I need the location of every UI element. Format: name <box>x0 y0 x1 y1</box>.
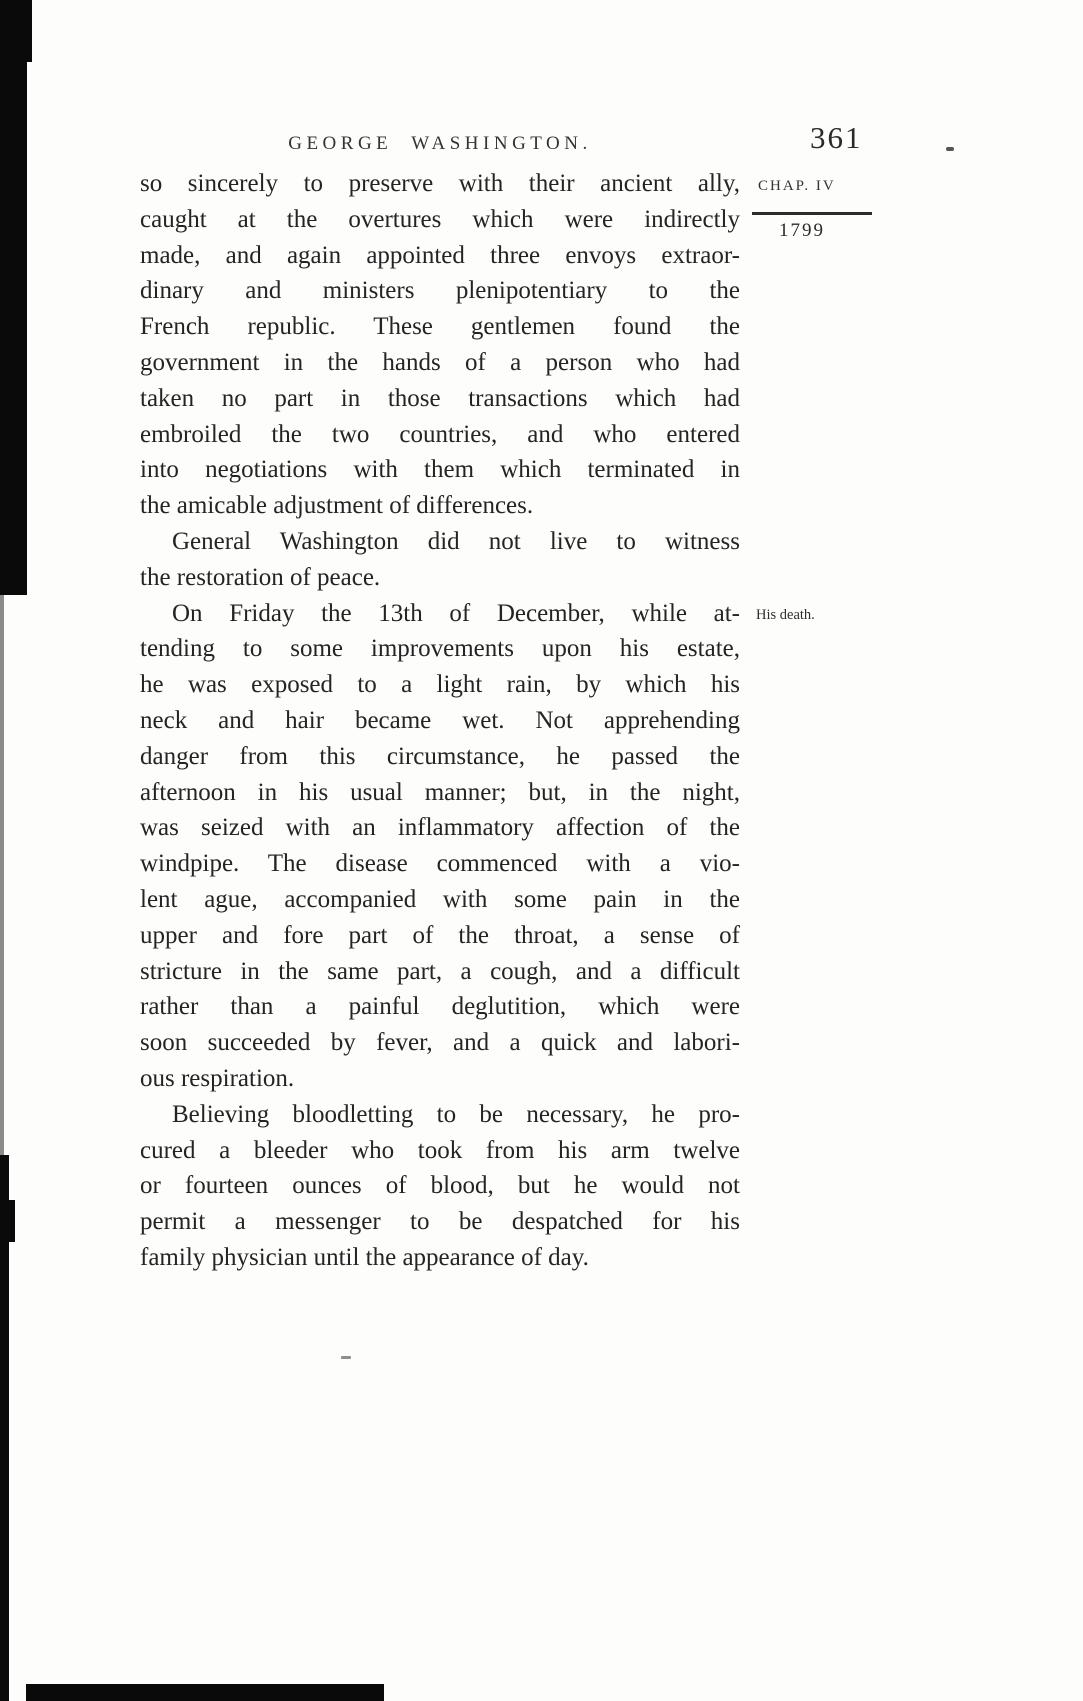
ink-speck <box>341 1356 351 1359</box>
text-line: so sincerely to preserve with their ancient ally, <box>140 170 740 197</box>
text-line: dinary and ministers plenipotentiary to the <box>140 277 740 305</box>
margin-note-death: His death. <box>756 607 815 623</box>
text-line: was seized with an inflammatory affection of the <box>140 814 740 842</box>
text-line: lent ague, accompanied with some pain in the <box>140 885 740 913</box>
text-line: or fourteen ounces of blood, but he would not <box>140 1172 740 1200</box>
text-line: the amicable adjustment of differences. <box>140 492 534 520</box>
ink-speck <box>946 147 954 151</box>
text-line: neck and hair became wet. Not apprehending <box>140 706 740 734</box>
scan-ink-bar <box>26 1684 384 1701</box>
text-line: rather than a painful deglutition, which were <box>140 993 740 1021</box>
margin-note-year: 1799 <box>779 220 825 241</box>
paragraph <box>140 166 740 524</box>
text-line: On Friday the 13th of December, while at- <box>172 599 740 627</box>
text-line: the restoration of peace. <box>140 563 381 591</box>
margin-rule <box>752 212 872 215</box>
text-line: ous respiration. <box>140 1064 295 1092</box>
text-line: permit a messenger to be despatched for his <box>140 1208 740 1236</box>
text-line: windpipe. The disease commenced with a vio- <box>140 850 740 878</box>
text-line: government in the hands of a person who had <box>140 348 740 376</box>
text-line: stricture in the same part, a cough, and a difficult <box>140 957 740 985</box>
text-line: General Washington did not live to witness <box>172 527 740 555</box>
running-head: GEORGE WASHINGTON. <box>288 133 592 154</box>
text-line: cured a bleeder who took from his arm twelve <box>140 1136 740 1164</box>
text-line: embroiled the two countries, and who entered <box>140 420 740 448</box>
page-number: 361 <box>810 120 863 155</box>
text-line: family physician until the appearance of day. <box>140 1243 589 1271</box>
text-line: taken no part in those transactions which had <box>140 384 740 412</box>
scan-ink-blot <box>0 1200 15 1242</box>
text-line: tending to some improvements upon his estate, <box>140 635 740 663</box>
text-line: into negotiations with them which terminated in <box>140 456 740 484</box>
text-block <box>140 166 740 1276</box>
text-line: made, and again appointed three envoys extraor- <box>140 241 740 269</box>
scan-binding-edge <box>0 0 32 62</box>
paragraph <box>140 596 740 1097</box>
scan-binding-edge <box>0 300 22 595</box>
text-line: danger from this circumstance, he passed the <box>140 742 740 770</box>
text-line: caught at the overtures which were indirectly <box>140 205 740 233</box>
text-line: afternoon in his usual manner; but, in the night, <box>140 778 740 806</box>
text-line: Believing bloodletting to be necessary, he pro- <box>172 1100 740 1128</box>
paragraph <box>140 524 740 596</box>
scan-binding-edge <box>0 595 4 1155</box>
paragraph <box>140 1097 740 1276</box>
text-line: French republic. These gentlemen found the <box>140 313 740 341</box>
text-line: he was exposed to a light rain, by which his <box>140 671 740 699</box>
margin-note-chapter: CHAP. IV <box>758 178 836 194</box>
text-line: soon succeeded by fever, and a quick and labori- <box>140 1029 740 1057</box>
text-line: upper and fore part of the throat, a sense of <box>140 921 740 949</box>
